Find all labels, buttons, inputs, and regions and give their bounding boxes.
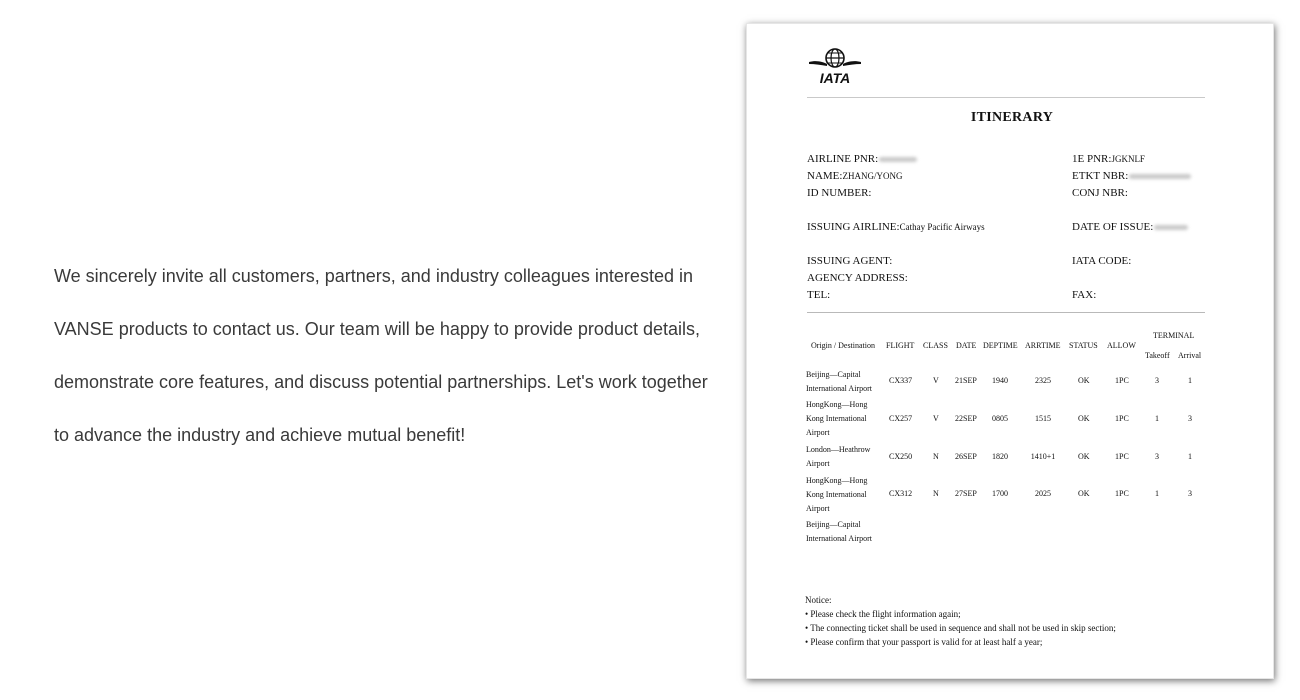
agency-address-label: AGENCY ADDRESS: bbox=[807, 272, 908, 284]
date-of-issue-label: DATE OF ISSUE: bbox=[1072, 221, 1154, 233]
issuing-airline-value: Cathay Pacific Airways bbox=[899, 222, 985, 232]
name-value: ZHANG/YONG bbox=[842, 171, 903, 181]
header-deptime: DEPTIME bbox=[983, 341, 1018, 350]
etkt-field bbox=[1072, 170, 1191, 183]
fax-field bbox=[1072, 289, 1096, 302]
id-number-label: ID NUMBER: bbox=[807, 187, 872, 199]
date-of-issue-field bbox=[1072, 221, 1188, 234]
itinerary-document bbox=[746, 23, 1274, 679]
cell-class: N bbox=[933, 489, 939, 498]
city-cell: Beijing—Capital International Airport bbox=[806, 520, 872, 543]
etkt-label: ETKT NBR: bbox=[1072, 170, 1129, 182]
notice-item: • The connecting ticket shall be used in sequence and shall not be used in skip section; bbox=[805, 623, 1116, 633]
header-arrtime: ARRTIME bbox=[1025, 341, 1061, 350]
intro-paragraph: We sincerely invite all customers, partners, and industry colleagues interested in VANSE products to contact us. Our team will be happy to provide product details, demonstrate core features, and discuss potential partnerships. Let's work together to advance the industry and achieve mutual benefit! bbox=[54, 266, 708, 445]
cell-takeoff: 3 bbox=[1155, 452, 1159, 461]
header-origin: Origin / Destination bbox=[811, 341, 875, 350]
tel-label: TEL: bbox=[807, 289, 831, 301]
cell-deptime: 0805 bbox=[992, 414, 1008, 423]
cell-allow: 1PC bbox=[1115, 489, 1129, 498]
header-allow: ALLOW bbox=[1107, 341, 1136, 350]
cell-arrival: 3 bbox=[1188, 489, 1192, 498]
iata-code-label: IATA CODE: bbox=[1072, 255, 1132, 267]
iata-logo bbox=[807, 46, 863, 86]
city-cell: HongKong—Hong Kong International Airport bbox=[806, 476, 868, 513]
header-terminal: TERMINAL bbox=[1153, 331, 1195, 340]
cell-class: V bbox=[933, 414, 939, 423]
cell-flight: CX250 bbox=[889, 452, 913, 461]
notice-section bbox=[805, 593, 1116, 649]
cell-allow: 1PC bbox=[1115, 414, 1129, 423]
divider bbox=[807, 97, 1205, 98]
cell-deptime: 1820 bbox=[992, 452, 1008, 461]
header-takeoff: Takeoff bbox=[1145, 351, 1170, 360]
cell-allow: 1PC bbox=[1115, 376, 1129, 385]
notice-title: Notice: bbox=[805, 595, 832, 605]
logo-text: IATA bbox=[819, 70, 851, 86]
fax-label: FAX: bbox=[1072, 289, 1097, 301]
cell-date: 21SEP bbox=[955, 376, 977, 385]
header-arrival: Arrival bbox=[1178, 351, 1202, 360]
redacted-value bbox=[879, 157, 917, 162]
document-title: ITINERARY bbox=[970, 110, 1054, 125]
cell-arrtime: 2025 bbox=[1035, 489, 1051, 498]
cell-flight: CX257 bbox=[889, 414, 913, 423]
cell-date: 26SEP bbox=[955, 452, 977, 461]
cell-arrival: 3 bbox=[1188, 414, 1192, 423]
issuing-agent-label: ISSUING AGENT: bbox=[807, 255, 893, 267]
divider bbox=[807, 312, 1205, 313]
cell-arrtime: 1410+1 bbox=[1030, 452, 1056, 461]
cell-flight: CX337 bbox=[889, 376, 913, 385]
tel-field bbox=[807, 289, 830, 302]
cell-class: V bbox=[933, 376, 939, 385]
id-number-field bbox=[807, 187, 871, 200]
ie-pnr-value: JGKNLF bbox=[1111, 154, 1145, 164]
header-status: STATUS bbox=[1069, 341, 1098, 350]
agency-address-field bbox=[807, 272, 908, 285]
ie-pnr-label: 1E PNR: bbox=[1072, 153, 1112, 165]
cell-takeoff: 1 bbox=[1155, 489, 1159, 498]
cell-takeoff: 1 bbox=[1155, 414, 1159, 423]
cell-status: OK bbox=[1078, 489, 1090, 498]
issuing-airline-field bbox=[807, 221, 985, 234]
cell-arrival: 1 bbox=[1188, 452, 1192, 461]
globe-icon bbox=[807, 46, 863, 86]
header-date: DATE bbox=[956, 341, 977, 350]
name-field bbox=[807, 170, 902, 183]
issuing-agent-field bbox=[807, 255, 892, 268]
cell-takeoff: 3 bbox=[1155, 376, 1159, 385]
header-class: CLASS bbox=[923, 341, 948, 350]
city-cell: HongKong—Hong Kong International Airport bbox=[806, 400, 868, 437]
airline-pnr-field bbox=[807, 153, 917, 166]
iata-code-field bbox=[1072, 255, 1131, 268]
cell-date: 27SEP bbox=[955, 489, 977, 498]
header-flight: FLIGHT bbox=[886, 341, 915, 350]
name-label: NAME: bbox=[807, 170, 843, 182]
city-cell: Beijing—Capital International Airport bbox=[806, 370, 872, 393]
issuing-airline-label: ISSUING AIRLINE: bbox=[807, 221, 900, 233]
cell-deptime: 1940 bbox=[992, 376, 1008, 385]
conj-field bbox=[1072, 187, 1128, 200]
cell-class: N bbox=[933, 452, 939, 461]
city-cell: London—Heathrow Airport bbox=[806, 445, 871, 468]
cell-flight: CX312 bbox=[889, 489, 913, 498]
ie-pnr-field bbox=[1072, 153, 1145, 166]
redacted-value bbox=[1154, 225, 1188, 230]
notice-item: • Please check the flight information again; bbox=[805, 609, 961, 619]
cell-status: OK bbox=[1078, 414, 1090, 423]
cell-status: OK bbox=[1078, 452, 1090, 461]
notice-item: • Please confirm that your passport is valid for at least half a year; bbox=[805, 637, 1043, 647]
cell-deptime: 1700 bbox=[992, 489, 1008, 498]
cell-arrtime: 2325 bbox=[1035, 376, 1051, 385]
airline-pnr-label: AIRLINE PNR: bbox=[807, 153, 879, 165]
cell-arrtime: 1515 bbox=[1035, 414, 1051, 423]
redacted-value bbox=[1129, 174, 1191, 179]
cell-allow: 1PC bbox=[1115, 452, 1129, 461]
cell-arrival: 1 bbox=[1188, 376, 1192, 385]
cell-status: OK bbox=[1078, 376, 1090, 385]
cell-date: 22SEP bbox=[955, 414, 977, 423]
conj-label: CONJ NBR: bbox=[1072, 187, 1128, 199]
